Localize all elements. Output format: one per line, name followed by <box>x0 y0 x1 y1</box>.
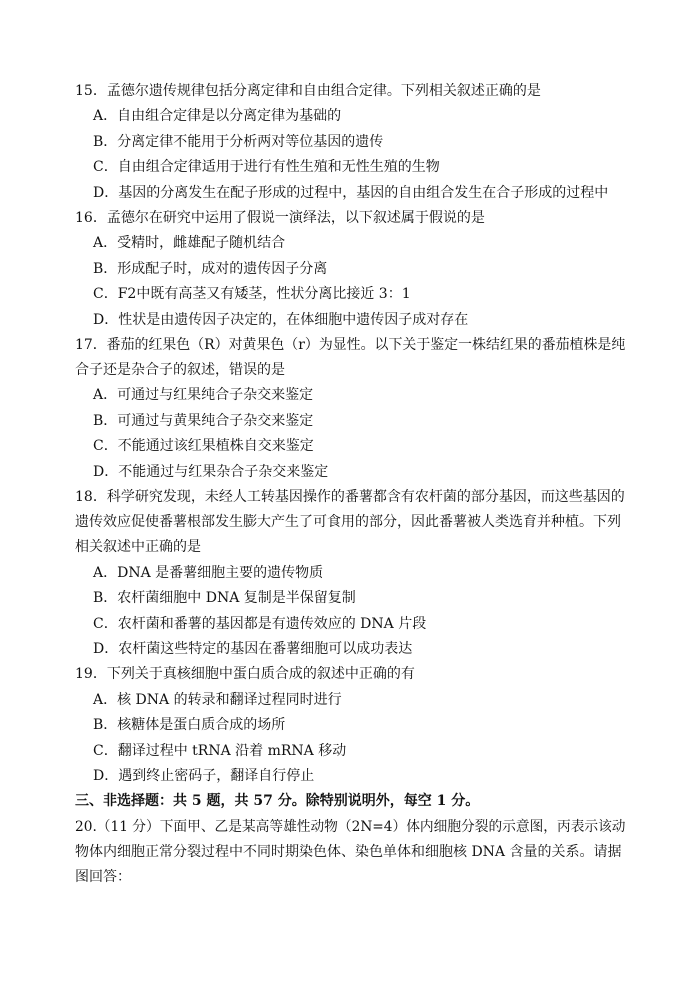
question-17-option-a: A．可通过与红果纯合子杂交来鉴定 <box>93 387 314 403</box>
question-16-option-d: D．性状是由遗传因子决定的，在体细胞中遗传因子成对存在 <box>93 312 469 328</box>
question-18-option-a: A．DNA 是番薯细胞主要的遗传物质 <box>93 565 324 581</box>
question-19-stem: 19．下列关于真核细胞中蛋白质合成的叙述中正确的有 <box>75 666 415 682</box>
question-16-option-a: A．受精时，雌雄配子随机结合 <box>93 235 286 251</box>
question-17-option-c: C．不能通过该红果植株自交来鉴定 <box>93 438 314 454</box>
question-15-stem: 15．孟德尔遗传规律包括分离定律和自由组合定律。下列相关叙述正确的是 <box>75 83 541 99</box>
question-17-option-d: D．不能通过与红果杂合子杂交来鉴定 <box>93 464 329 480</box>
question-16-option-b: B．形成配子时，成对的遗传因子分离 <box>93 261 328 277</box>
question-17-option-b: B．可通过与黄果纯合子杂交来鉴定 <box>93 413 314 429</box>
question-17-stem-line-1: 17．番茄的红果色（R）对黄果色（r）为显性。以下关于鉴定一株结红果的番茄植株是纯 <box>75 337 626 353</box>
question-19-option-b: B．核糖体是蛋白质合成的场所 <box>93 717 286 733</box>
question-18-option-d: D．农杆菌这些特定的基因在番薯细胞可以成功表达 <box>93 641 413 657</box>
section-heading: 三、非选择题：共 5 题，共 57 分。除特别说明外，每空 1 分。 <box>75 793 480 809</box>
question-20-stem-line-3: 图回答： <box>75 869 131 885</box>
question-18-stem-line-2: 遗传效应促使番薯根部发生膨大产生了可食用的部分，因此番薯被人类选育并种植。下列 <box>75 514 621 530</box>
question-18-stem-line-1: 18．科学研究发现，未经人工转基因操作的番薯都含有农杆菌的部分基因，而这些基因的 <box>75 489 625 505</box>
question-19-option-a: A．核 DNA 的转录和翻译过程同时进行 <box>93 692 342 708</box>
question-16-stem: 16．孟德尔在研究中运用了假说一演绎法，以下叙述属于假说的是 <box>75 210 485 226</box>
question-15-option-c: C．自由组合定律适用于进行有性生殖和无性生殖的生物 <box>93 159 440 175</box>
question-15-option-a: A．自由组合定律是以分离定律为基础的 <box>93 108 342 124</box>
question-17-stem-line-2: 合子还是杂合子的叙述，错误的是 <box>75 362 285 378</box>
question-19-option-c: C．翻译过程中 tRNA 沿着 mRNA 移动 <box>93 743 347 759</box>
question-18-option-b: B．农杆菌细胞中 DNA 复制是半保留复制 <box>93 590 356 606</box>
question-18-option-c: C．农杆菌和番薯的基因都是有遗传效应的 DNA 片段 <box>93 616 427 632</box>
question-15-option-d: D．基因的分离发生在配子形成的过程中，基因的自由组合发生在合子形成的过程中 <box>93 185 609 201</box>
question-18-stem-line-3: 相关叙述中正确的是 <box>75 539 201 555</box>
question-16-option-c: C．F2中既有高茎又有矮茎，性状分离比接近 3：1 <box>93 286 411 302</box>
question-20-stem-line-2: 物体内细胞正常分裂过程中不同时期染色体、染色单体和细胞核 DNA 含量的关系。请据 <box>75 844 622 860</box>
question-15-option-b: B．分离定律不能用于分析两对等位基因的遗传 <box>93 134 384 150</box>
question-19-option-d: D．遇到终止密码子，翻译自行停止 <box>93 768 315 784</box>
question-20-stem-line-1: 20.（11 分）下面甲、乙是某高等雄性动物（2N=4）体内细胞分裂的示意图，丙表示该动 <box>75 819 626 835</box>
